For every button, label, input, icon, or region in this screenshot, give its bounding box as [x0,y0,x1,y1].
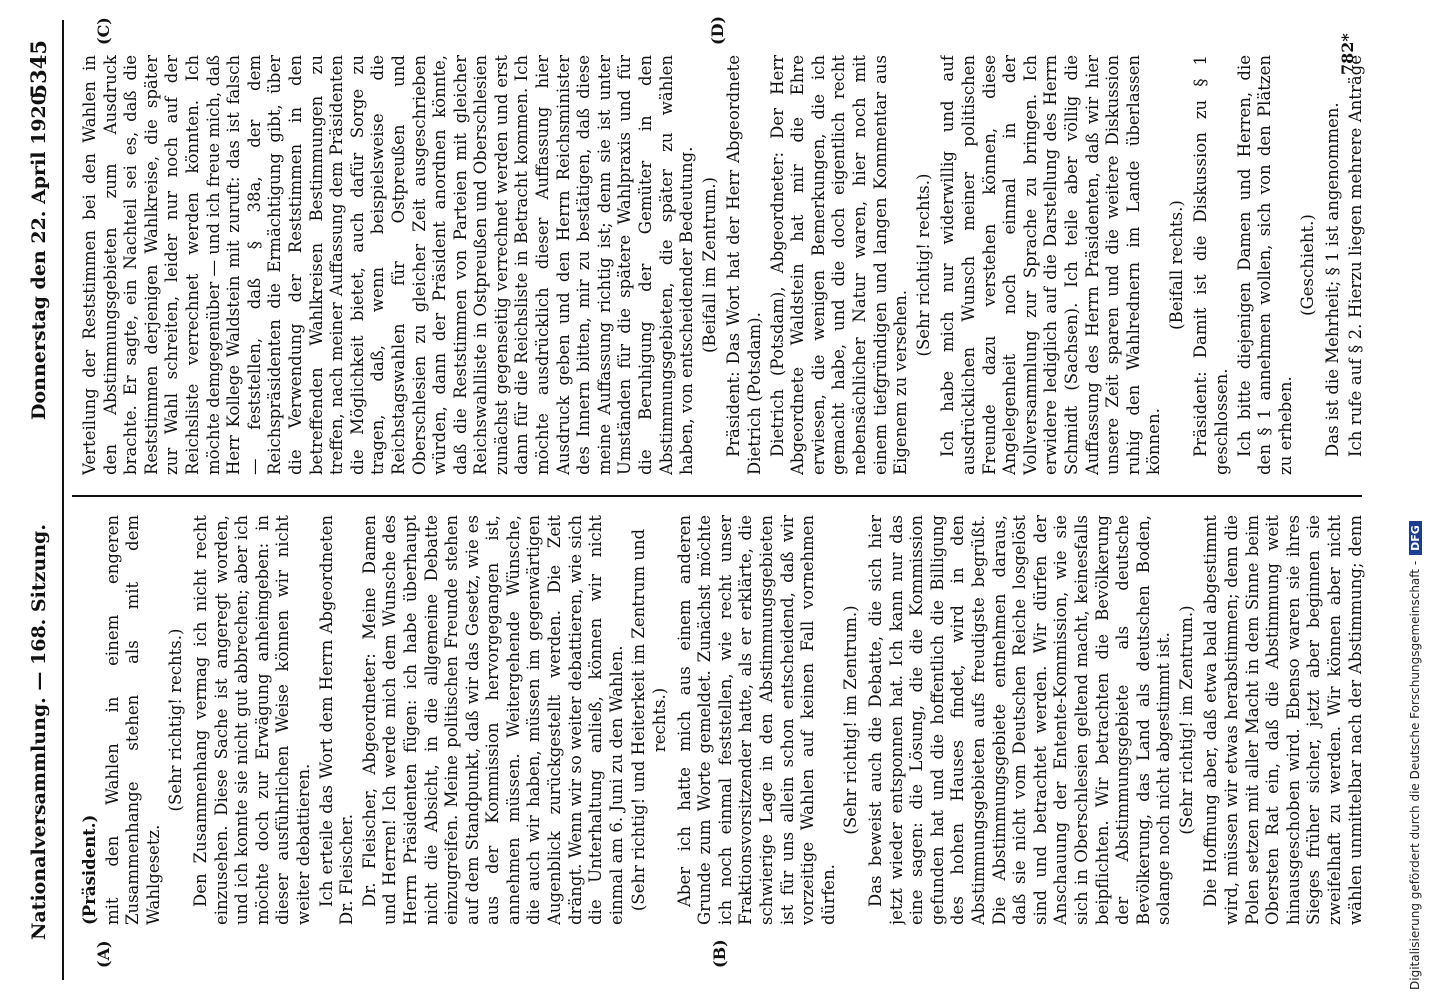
paragraph: Aber ich hatte mich aus einem anderen Grunde zum Worte gemeldet. Zunächst möchte ich noch einmal feststellen, wie recht unser Fraktionsvorsitzender hatte, als er erklärte, die schwierige Lage in den Abstimmungsgebieten ist für uns allein schon entscheidend, daß wir vorzeitige Wahlen auf keinen Fall vornehmen dürfen. [674,515,838,925]
margin-marker-c: (C) [94,17,113,45]
speaker-note: (Präsident.) [80,814,99,925]
interjection: (Sehr richtig! im Zentrum.) [841,605,861,835]
watermark-text: Digitalisierung gefördert durch die Deutsche Forschungsgemeinschaft - [1408,560,1422,990]
interjection: (Beifall rechts.) [1166,200,1186,330]
paragraph: Das beweist auch die Debatte, die sich hier jetzt wieder entsponnen hat. Ich kann nur das eine sagen: die Lösung, die die Kommission gefunden hat und die hoffentlich die Billigung des hohen Hauses findet, wird in den Abstimmungsgebieten aufs freudigste begrüßt. Die Abstimmungsgebiete entnehmen daraus, daß sie nicht vom Deutschen Reiche losgelöst sind und betrachtet werden. Wir dürfen der Anschauung der Entente-Kommission, wie sie sich in Oberschlesien geltend macht, keinesfalls beipflichten. Wir betrachten die Bevölkerung der Abstimmungsgebiete als deutsche Bevölkerung, das Land als deutschen Boden, solange noch nicht abgestimmt ist. [865,515,1174,925]
header-date: Donnerstag den 22. April 1920. [28,85,50,420]
interjection: (Geschieht.) [1298,214,1318,316]
interjection: (Sehr richtig! im Zentrum.) [1176,605,1196,835]
paragraph: mit den Wahlen in einem engeren Zusammenhange stehen als mit dem Wahlgesetz. [102,515,163,925]
page-header [20,20,60,980]
paragraph: Ich habe mich nur widerwillig und auf ausdrücklichen Wunsch meiner politischen Freunde dazu verstehen können, diese Angelegenheit noch einmal in der Vollversammlung zur Sprache zu bringen. Ich erwidere lediglich auf die Darstellung des Herrn Schmidt (Sachsen). Ich teile aber völlig die Auffassung des Herrn Präsidenten, daß wir hier unsere Zeit sparen und die weitere Diskussion ruhig den Wahlrednern im Lande überlassen können. [938,55,1164,475]
left-column [80,515,1365,925]
interjection: (Sehr richtig! rechts.) [166,628,186,812]
paragraph: Die Hoffnung aber, daß etwa bald abgestimmt wird, müssen wir etwas herabstimmen; denn die Polen setzen mit aller Macht in dem Sinne beim Obersten Rat ein, daß die Abstimmung weit hinausgeschoben wird. Ebenso waren sie ihres Sieges früher sicher, jetzt aber beginnen sie zweifelhaft zu werden. Wir können aber nicht wählen unmittelbar nach der Abstimmung; denn [1201,515,1365,925]
column-divider [72,495,1362,497]
margin-marker-d: (D) [708,15,727,45]
paragraph: Präsident: Damit ist die Diskussion zu § 1 geschlossen. [1191,55,1232,475]
paragraph: Das ist die Mehrheit; § 1 ist angenommen. [1323,102,1343,457]
margin-marker-a: (A) [94,940,113,968]
interjection: (Sehr richtig! und Heiterkeit im Zentrum und rechts.) [629,528,670,912]
margin-marker-b: (B) [710,939,729,968]
paragraph: Ich rufe auf § 2. Hierzu liegen mehrere Anträge [1345,55,1365,457]
digitization-watermark [1408,10,1428,990]
paragraph: Dietrich (Potsdam), Abgeordneter: Der Herr Abgeordnete Waldstein hat mir die Ehre erwiesen, die wenigen Bemerkungen, die ich gemacht habe, und die doch eigentlich recht nebensächlicher Natur waren, hier noch mit einem tiefgründigen und langen Kommentar aus Eigenem zu versehen. [767,55,911,475]
dfg-logo: DFG [1409,521,1422,555]
right-column [80,55,1365,475]
paragraph: Den Zusammenhang vermag ich nicht recht einzusehen. Diese Sache ist angeregt worden, und ich konnte sie nicht gut abbrechen; aber ich möchte doch zur Erwägung anheimgeben: in dieser ausführlichen Weise können wir nicht weiter debattieren. [190,515,313,925]
header-left: Nationalversammlung. — 168. Sitzung. [28,524,50,940]
interjection: (Sehr richtig! rechts.) [913,173,933,357]
paragraph: Ich erteile das Wort dem Herrn Abgeordneten Dr. Fleischer. [316,515,357,925]
page-number: 5345 [26,40,51,99]
paragraph: Verteilung der Reststimmen bei den Wahlen in den Abstimmungsgebieten zum Ausdruck brachte. Er sagte, ein Nachteil sei es, daß die Reststimmen derjenigen Wahlkreise, die später zur Wahl schreiten, leider nur noch auf der Reichsliste verrechnet werden könnten. Ich möchte demgegenüber — und ich freue mich, daß Herr Kollege Waldstein mit zuruft: das ist falsch — feststellen, daß § 38a, der dem Reichspräsidenten die Ermächtigung gibt, über die Verwendung der Reststimmen in den betreffenden Wahlkreisen Bestimmungen zu treffen, nach meiner Auffassung dem Präsidenten die Möglichkeit bietet, auch dafür Sorge zu tragen, daß, wenn beispielsweise die Reichstagswahlen für Ostpreußen und Oberschlesien zu gleicher Zeit ausgeschrieben würden, dann der Präsident anordnen könnte, daß die Reststimmen von Parteien mit gleicher Reichswahlliste in Ostpreußen und Oberschlesien zunächst gegenseitig verrechnet werden und erst dann für die Reichsliste in Betracht kommen. Ich möchte ausdrücklich dieser Auffassung hier Ausdruck geben und den Herrn Reichsminister des Innern bitten, mir zu bestätigen, daß diese meine Auffassung richtig ist; denn sie ist unter Umständen für die spätere Wahlpraxis und für die Beruhigung der Gemüter in den Abstimmungsgebieten, die später zu wählen haben, von entscheidender Bedeutung. [80,55,697,475]
interjection: (Beifall im Zentrum.) [699,177,719,353]
paragraph: Präsident: Das Wort hat der Herr Abgeordnete Dietrich (Potsdam). [724,55,764,475]
paragraph: Ich bitte diejenigen Damen und Herren, die den § 1 annehmen wollen, sich von den Plätzen zu erheben. [1234,55,1295,475]
rotated-page [20,15,1380,980]
header-rule [62,20,64,980]
paragraph: Dr. Fleischer, Abgeordneter: Meine Damen und Herren! Ich werde mich dem Wunsche des Herrn Präsidenten fügen: ich habe überhaupt nicht die Absicht, in die allgemeine Debatte einzugreifen. Meine politischen Freunde stehen auf dem Standpunkt, daß wir das Gesetz, wie es aus der Kommission hervorgegangen ist, annehmen müssen. Weitergehende Wünsche, die auch wir haben, müssen im gegenwärtigen Augenblick zurückgestellt werden. Die Zeit drängt. Wenn wir so weiter debattieren, wie sich die Unterhaltung anließ, können wir nicht einmal am 6. Juni zu den Wahlen. [359,515,626,925]
sheet-number: 782* [1338,33,1357,75]
